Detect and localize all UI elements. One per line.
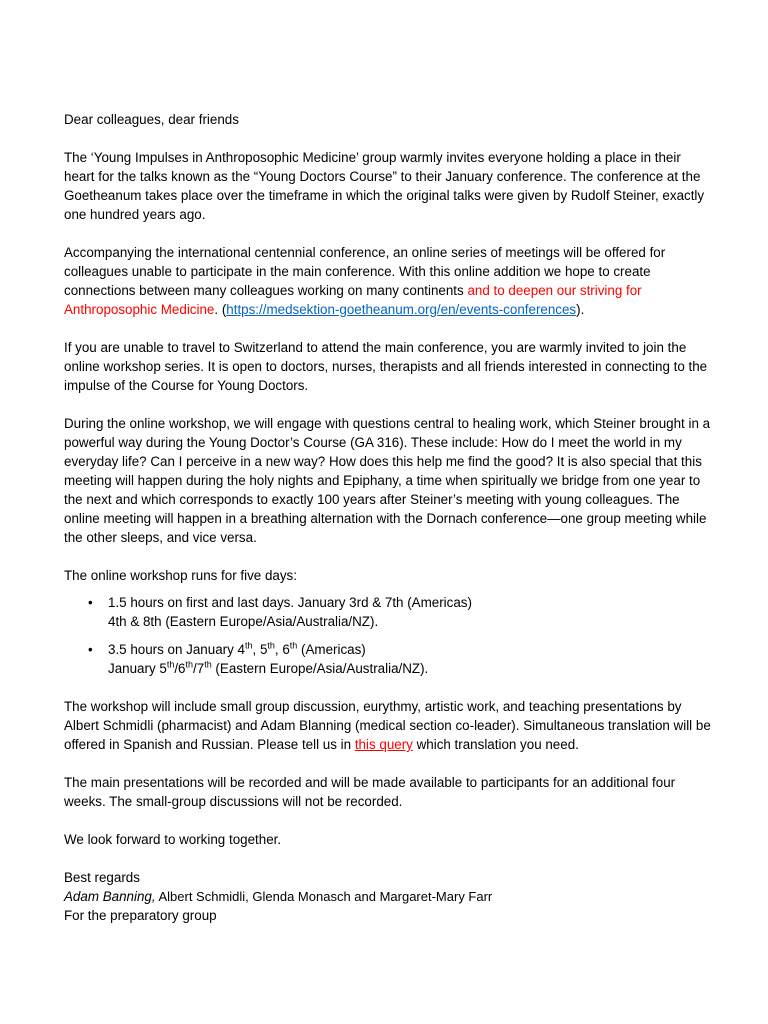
workshop-content-end: which translation you need. [412,737,579,752]
online-series-text: Accompanying the international centennial conference, an online series of meetings will be offered for colleagues unable to participate in the main conference. With this online addition we hope to create connections between many colleagues working on many continents [64,245,666,298]
online-series-end: ). [576,302,585,317]
schedule-first-line-2: 4th & 8th (Eastern Europe/Asia/Australia/NZ). [108,614,379,629]
online-series-separator: . ( [214,302,227,317]
schedule-second-line-2: January 5th/6th/7th (Eastern Europe/Asia/Australia/NZ). [108,659,429,676]
bullet-icon: • [88,642,93,657]
salutation: Dear colleagues, dear friends [64,112,239,127]
paragraph-workshop-questions: During the online workshop, we will engage with questions central to healing work, which Steiner brought in a powerful way during the Young Doctor’s Course (GA 316). These include: How do I meet the world in my everyday life? Can I perceive in a new way? How does this help me find the good? It is also special that this meeting will happen during the holy nights and Epiphany, a time when spiritually we bridge from one year to the next and which corresponds to exactly 100 years after Steiner’s meeting with young colleagues. The online meeting will happen in a breathing alternation with the Dornach conference—one group meeting while the other sleeps, and vice versa. [64,416,711,545]
highlighted-text: and to deepen our striving for Anthroposophic Medicine [64,283,642,317]
letter-body [64,110,714,925]
schedule-second-line: 3.5 hours on January 4th, 5th, 6th (Americas) [108,640,366,657]
list-item [64,640,714,678]
signature-block [64,868,714,925]
paragraph-online-series [64,243,714,319]
signature-names [64,887,714,906]
paragraph-schedule-intro: The online workshop runs for five days: [64,568,297,583]
signature-other-names: Albert Schmidli, Glenda Monasch and Margaret-Mary Farr [155,889,493,904]
paragraph-closing: We look forward to working together. [64,832,282,847]
paragraph-workshop-content [64,697,714,754]
conference-link[interactable]: https://medsektion-goetheanum.org/en/events-conferences [226,302,577,317]
paragraph-recording: The main presentations will be recorded and will be made available to participants for an additional four weeks. The small-group discussions will not be recorded. [64,775,676,809]
paragraph-travel: If you are unable to travel to Switzerland to attend the main conference, you are warmly invited to join the online workshop series. It is open to doctors, nurses, therapists and all friends interested in connecting to the impulse of the Course for Young Doctors. [64,340,708,393]
schedule-list [64,593,714,678]
signature-name-italic: Adam Banning, [64,889,156,904]
query-link[interactable]: this query [354,737,413,752]
list-item [64,593,714,631]
workshop-content-text: The workshop will include small group discussion, eurythmy, artistic work, and teaching presentations by Albert Schmidli (pharmacist) and Adam Blanning (medical section co-leader). Simultaneous translation will be offered in Spanish and Russian. Please tell us in [64,699,711,752]
bullet-icon: • [88,595,93,610]
signature-closing: Best regards [64,870,140,885]
schedule-first-line: 1.5 hours on first and last days. January 3rd & 7th (Americas) [108,595,472,610]
paragraph-invitation: The ‘Young Impulses in Anthroposophic Medicine’ group warmly invites everyone holding a place in their heart for the talks known as the “Young Doctors Course” to their January conference. The conference at the Goetheanum takes place over the timeframe in which the original talks were given by Rudolf Steiner, exactly one hundred years ago. [64,150,705,222]
signature-group: For the preparatory group [64,908,217,923]
